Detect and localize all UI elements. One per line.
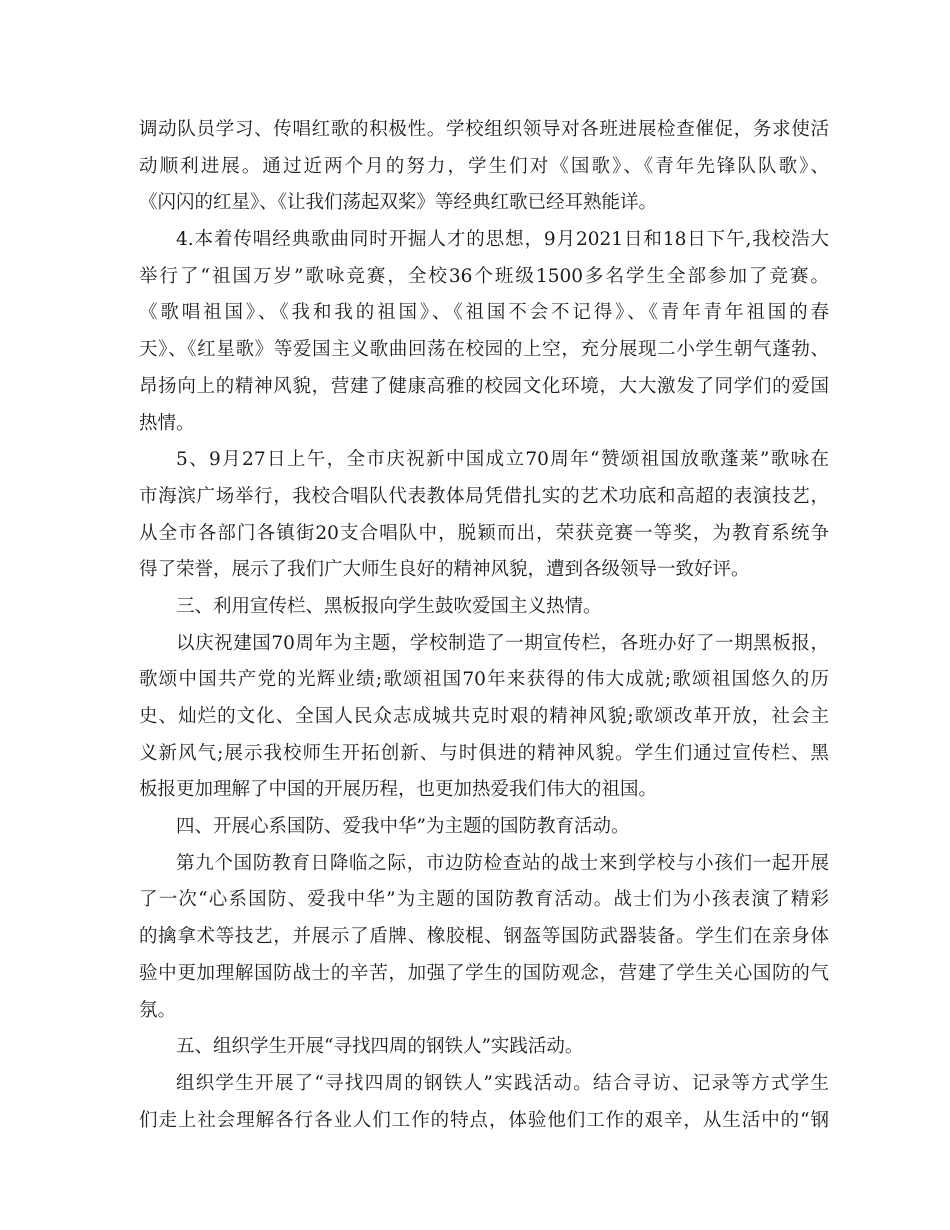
text-line: 五、组织学生开展“寻找四周的钢铁人”实践活动。 — [176, 1036, 584, 1058]
text-line: 动顺利进展。通过近两个月的努力，学生们对《国歌》、《青年先锋队队歌》、 — [139, 155, 829, 177]
text-line: 《歌唱祖国》、《我和我的祖国》、《祖国不会不记得》、《青年青年祖国的春 — [139, 302, 829, 324]
document-body — [139, 112, 829, 1139]
text-line: 氛。 — [139, 999, 177, 1021]
text-line: 验中更加理解国防战士的辛苦，加强了学生的国防观念，营建了学生关心国防的气 — [139, 962, 829, 984]
text-line: 了一次“心系国防、爱我中华”为主题的国防教育活动。战士们为小孩表演了精彩 — [139, 889, 829, 911]
text-line: 四、开展心系国防、爱我中华”为主题的国防教育活动。 — [176, 816, 630, 838]
text-line: 组织学生开展了“寻找四周的钢铁人”实践活动。结合寻访、记录等方式学生 — [176, 1072, 829, 1094]
text-line: 举行了“祖国万岁”歌咏竞赛，全校36个班级1500多名学生全部参加了竞赛。 — [139, 265, 829, 287]
text-line: 以庆祝建国70周年为主题，学校制造了一期宣传栏，各班办好了一期黑板报， — [176, 632, 829, 654]
text-line: 天》、《红星歌》等爱国主义歌曲回荡在校园的上空，充分展现二小学生朝气蓬勃、 — [139, 339, 829, 361]
text-line: 调动队员学习、传唱红歌的积极性。学校组织领导对各班进展检查催促，务求使活 — [139, 119, 829, 140]
text-line: 义新风气;展示我校师生开拓创新、与时俱进的精神风貌。学生们通过宣传栏、黑 — [139, 742, 829, 764]
text-line: 歌颂中国共产党的光辉业绩;歌颂祖国70年来获得的伟大成就;歌颂祖国悠久的历 — [139, 669, 829, 691]
text-line: 们走上社会理解各行各业人们工作的特点，体验他们工作的艰辛，从生活中的“钢 — [139, 1109, 829, 1131]
text-line: 第九个国防教育日降临之际，市边防检查站的战士来到学校与小孩们一起开展 — [176, 852, 829, 874]
text-line: 史、灿烂的文化、全国人民众志成城共克时艰的精神风貌;歌颂改革开放，社会主 — [139, 706, 829, 727]
text-line: 的擒拿术等技艺，并展示了盾牌、橡胶棍、钢盔等国防武器装备。学生们在亲身体 — [139, 926, 829, 948]
text-line: 《闪闪的红星》、《让我们荡起双桨》等经典红歌已经耳熟能详。 — [139, 192, 658, 214]
text-line: 从全市各部门各镇街20支合唱队中，脱颖而出，荣获竞赛一等奖，为教育系统争 — [139, 522, 829, 544]
text-line: 三、利用宣传栏、黑板报向学生鼓吹爱国主义热情。 — [176, 595, 602, 617]
text-line: 5、9月27日上午，全市庆祝新中国成立70周年“赞颂祖国放歌蓬莱”歌咏在 — [176, 449, 829, 471]
text-line: 得了荣誉，展示了我们广大师生良好的精神风貌，遭到各级领导一致好评。 — [139, 559, 750, 581]
text-line: 昂扬向上的精神风貌，营建了健康高雅的校园文化环境，大大激发了同学们的爱国 — [139, 375, 829, 397]
text-line: 热情。 — [139, 412, 195, 434]
text-line: 板报更加理解了中国的开展历程，也更加热爱我们伟大的祖国。 — [139, 779, 658, 801]
text-line: 4.本着传唱经典歌曲同时开掘人才的思想，9月2021日和18日下午,我校浩大 — [176, 229, 829, 251]
text-line: 市海滨广场举行，我校合唱队代表教体局凭借扎实的艺术功底和高超的表演技艺， — [139, 485, 829, 507]
